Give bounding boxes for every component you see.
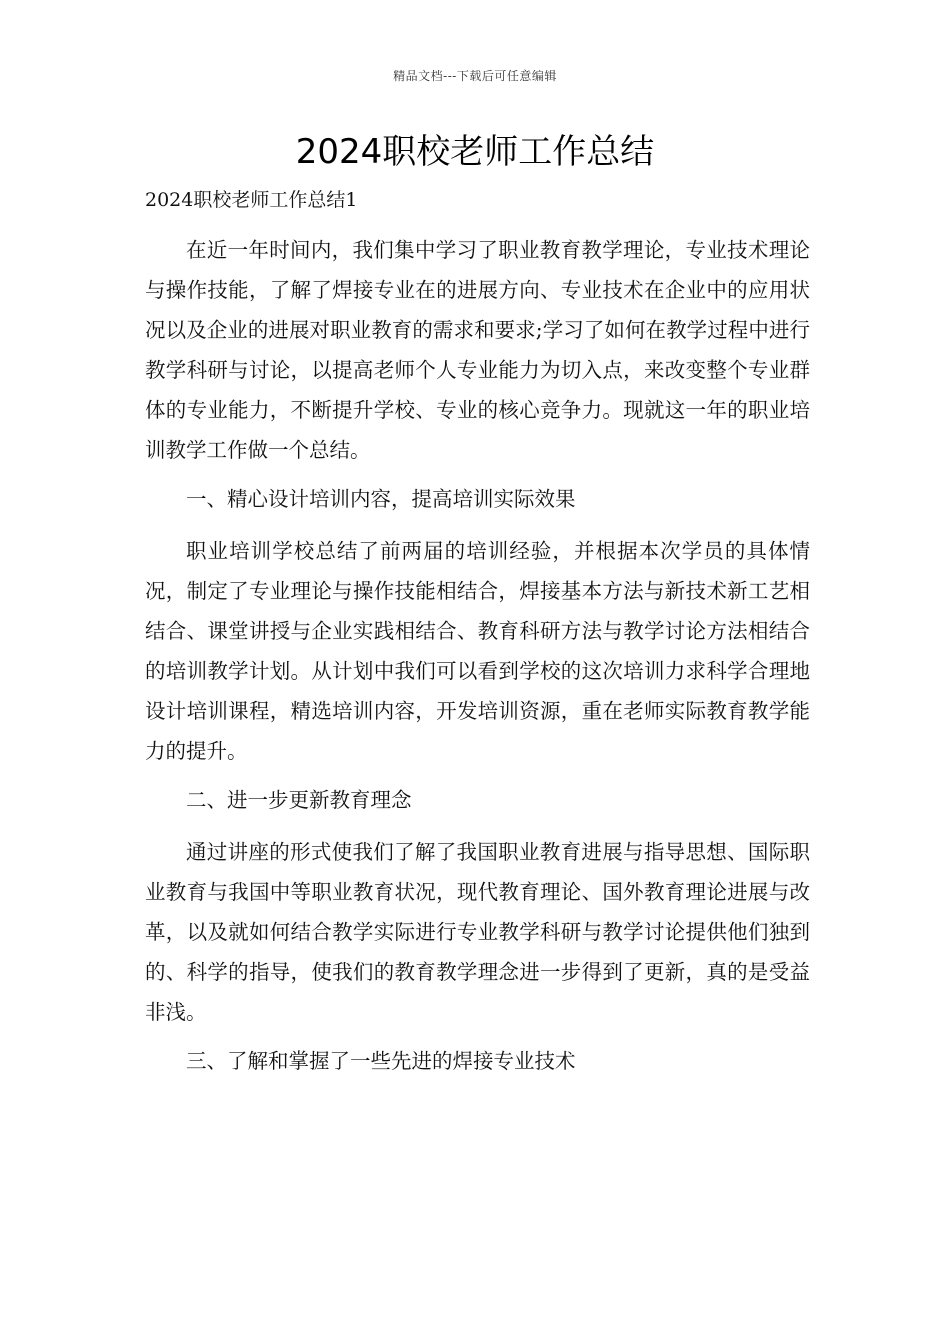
section-subtitle: 2024职校老师工作总结1 bbox=[145, 189, 358, 211]
page-title: 2024职校老师工作总结 bbox=[295, 132, 655, 172]
section-heading: 一、精心设计培训内容，提高培训实际效果 bbox=[186, 487, 576, 511]
body-paragraph: 在近一年时间内，我们集中学习了职业教育教学理论，专业技术理论与操作技能，了解了焊接专业在的进展方向、专业技术在企业中的应用状况以及企业的进展对职业教育的需求和要求;学习了如何在教学过程中进行教学科研与讨论，以提高老师个人专业能力为切入点，来改变整个专业群体的专业能力，不断提升学校、专业的核心竞争力。现就这一年的职业培训教学工作做一个总结。 bbox=[145, 238, 810, 462]
header-note: 精品文档---下载后可任意编辑 bbox=[393, 69, 557, 83]
section-heading: 三、了解和掌握了一些先进的焊接专业技术 bbox=[186, 1049, 576, 1073]
body-paragraph: 职业培训学校总结了前两届的培训经验，并根据本次学员的具体情况，制定了专业理论与操作技能相结合，焊接基本方法与新技术新工艺相结合、课堂讲授与企业实践相结合、教育科研方法与教学讨论方法相结合的培训教学计划。从计划中我们可以看到学校的这次培训力求科学合理地设计培训课程，精选培训内容，开发培训资源，重在老师实际教育教学能力的提升。 bbox=[145, 539, 810, 763]
document-body bbox=[145, 230, 810, 1093]
section-heading: 二、进一步更新教育理念 bbox=[186, 788, 412, 812]
body-paragraph: 通过讲座的形式使我们了解了我国职业教育进展与指导思想、国际职业教育与我国中等职业教育状况，现代教育理论、国外教育理论进展与改革，以及就如何结合教学实际进行专业教学科研与教学讨论提供他们独到的、科学的指导，使我们的教育教学理念进一步得到了更新，真的是受益非浅。 bbox=[145, 840, 810, 1024]
